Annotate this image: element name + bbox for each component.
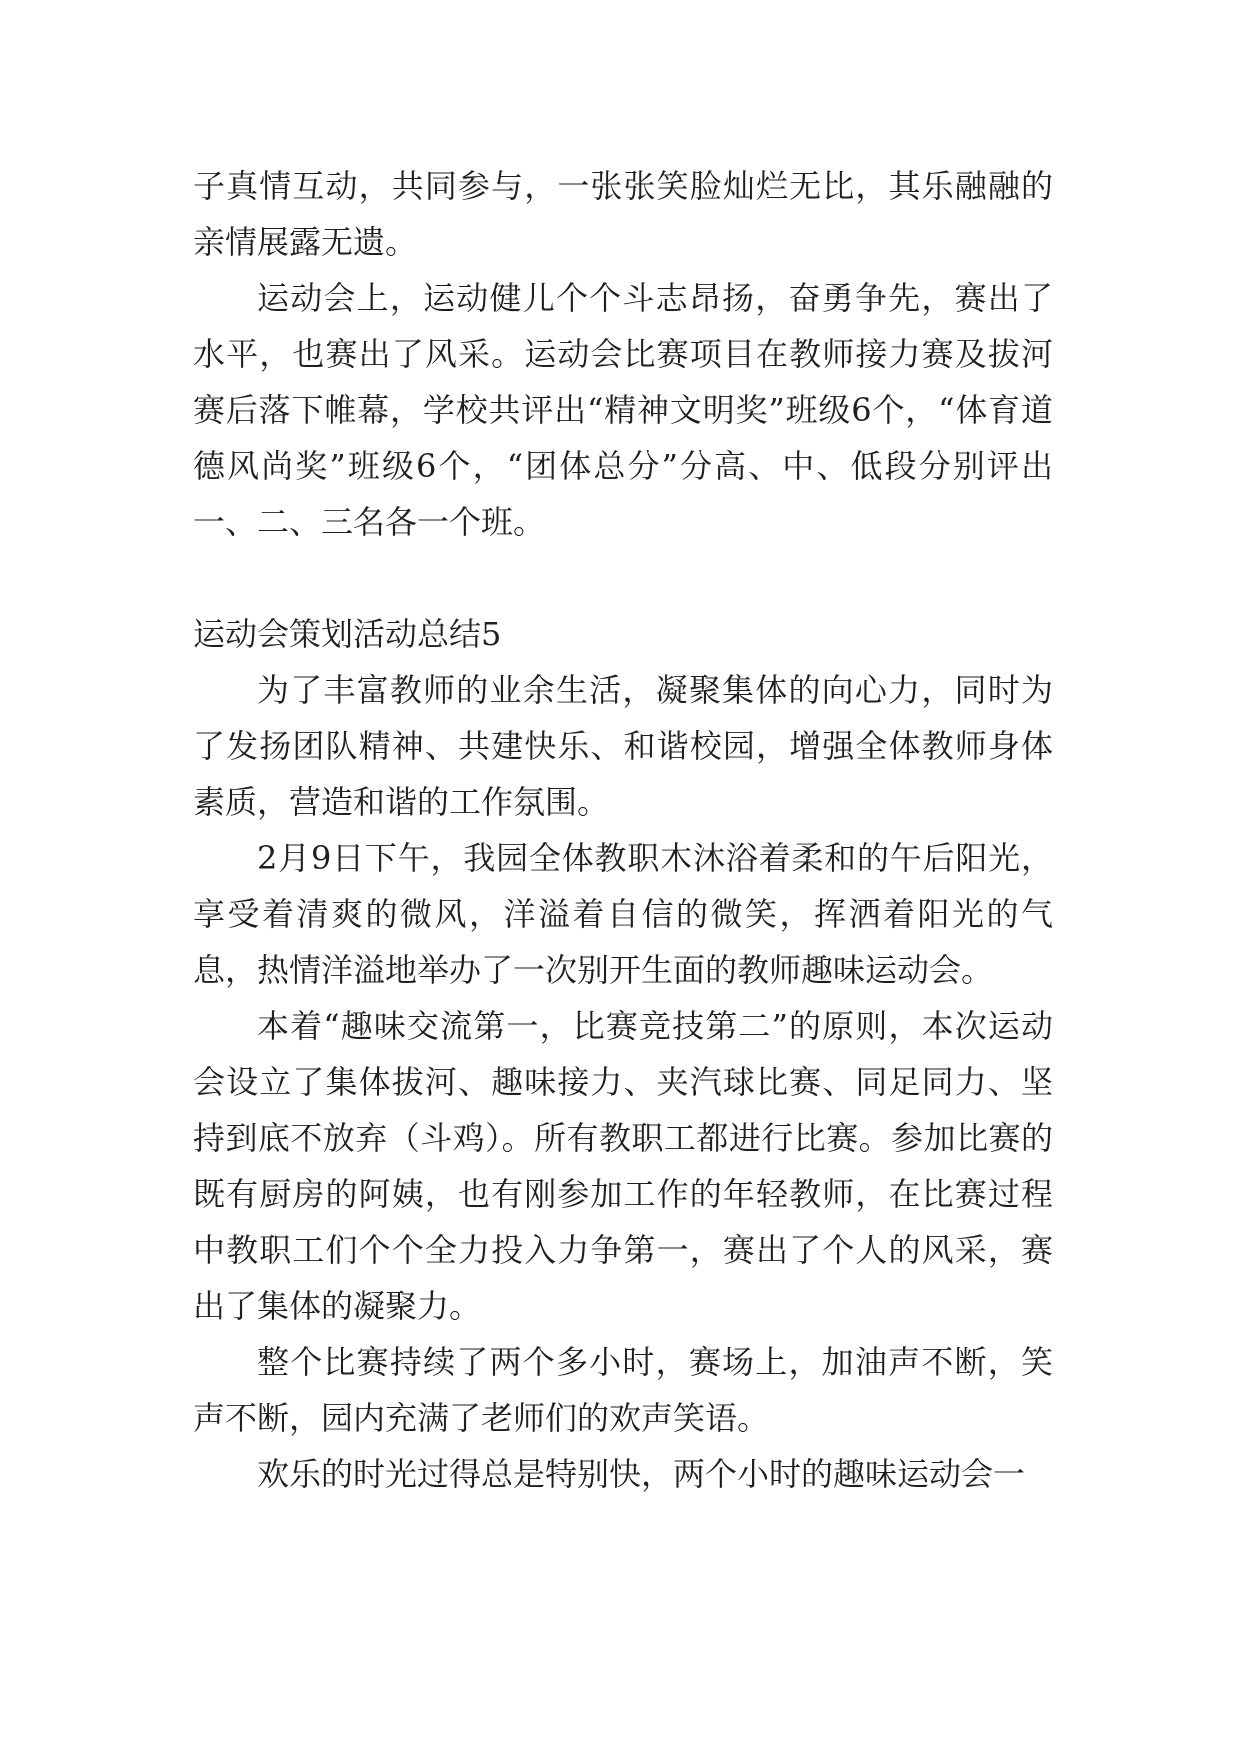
paragraph: 2月9日下午，我园全体教职木沐浴着柔和的午后阳光，享受着清爽的微风，洋溢着自信的微笑，挥洒着阳光的气息，热情洋溢地举办了一次别开生面的教师趣味运动会。 xyxy=(193,839,1053,989)
paragraph: 为了丰富教师的业余生活，凝聚集体的向心力，同时为了发扬团队精神、共建快乐、和谐校园，增强全体教师身体素质，营造和谐的工作氛围。 xyxy=(193,671,1053,821)
paragraph: 本着“趣味交流第一，比赛竞技第二”的原则，本次运动会设立了集体拔河、趣味接力、夹汽球比赛、同足同力、坚持到底不放弃（斗鸡）。所有教职工都进行比赛。参加比赛的既有厨房的阿姨，也有刚参加工作的年轻教师，在比赛过程中教职工们个个全力投入力争第一，赛出了个人的风采，赛出了集体的凝聚力。 xyxy=(193,1007,1053,1325)
paragraph: 整个比赛持续了两个多小时，赛场上，加油声不断，笑声不断，园内充满了老师们的欢声笑语。 xyxy=(193,1343,1053,1437)
paragraph: 子真情互动，共同参与，一张张笑脸灿烂无比，其乐融融的亲情展露无遗。 xyxy=(193,167,1053,261)
paragraph: 欢乐的时光过得总是特别快，两个小时的趣味运动会一 xyxy=(257,1455,1026,1493)
document-body xyxy=(193,158,1053,1502)
section-gap xyxy=(193,550,1053,606)
paragraph: 运动会上，运动健儿个个斗志昂扬，奋勇争先，赛出了水平，也赛出了风采。运动会比赛项目在教师接力赛及拔河赛后落下帷幕，学校共评出“精神文明奖”班级6个，“体育道德风尚奖”班级6个，“团体总分”分高、中、低段分别评出一、二、三名各一个班。 xyxy=(193,279,1053,541)
section-title: 运动会策划活动总结5 xyxy=(193,615,502,653)
